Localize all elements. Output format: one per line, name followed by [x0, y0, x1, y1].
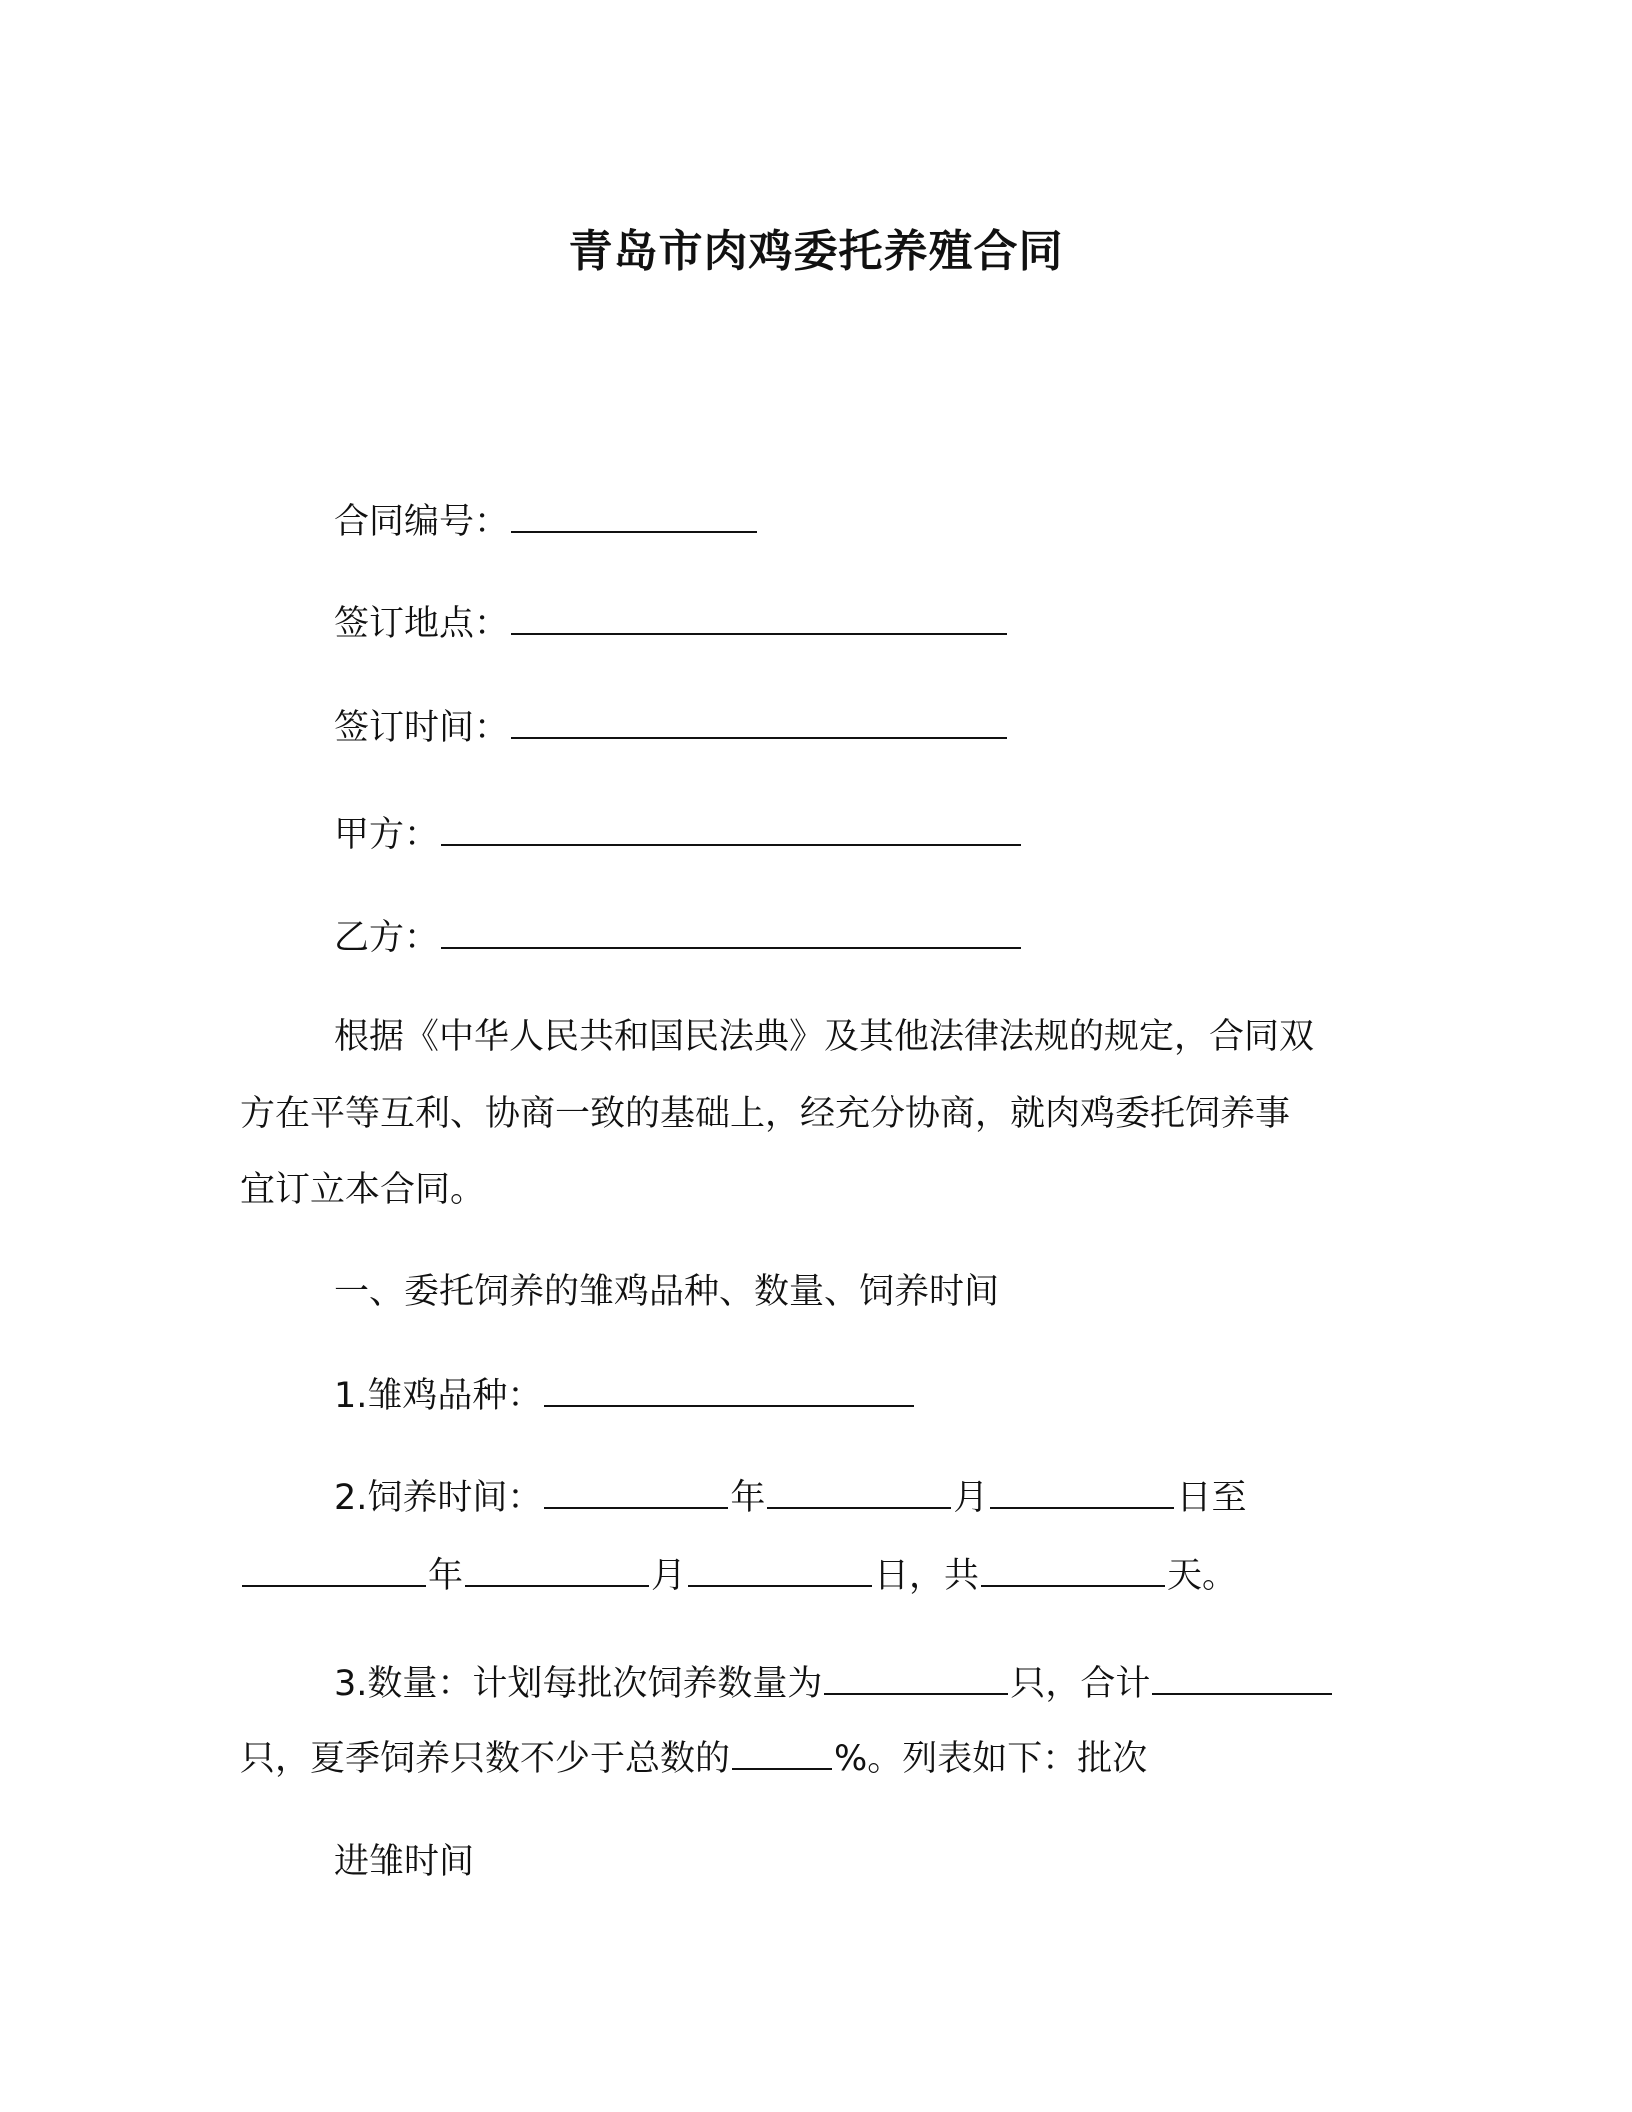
start-day-blank[interactable] — [990, 1477, 1174, 1509]
section-1-heading: 一、委托饲养的雏鸡品种、数量、饲养时间 — [334, 1272, 1000, 1312]
party-b-row — [334, 914, 1023, 962]
quantity-row-1 — [334, 1660, 1334, 1708]
preamble-line-1: 根据《中华人民共和国民法典》及其他法律法规的规定，合同双 — [334, 1017, 1315, 1057]
month-text: 月 — [651, 1556, 687, 1596]
quantity-label: 3.数量：计划每批次饲养数量为 — [334, 1664, 823, 1704]
period-row-1 — [334, 1474, 1246, 1522]
summer-ratio-blank[interactable] — [732, 1738, 832, 1770]
breed-label: 1.雏鸡品种： — [334, 1376, 543, 1416]
sign-place-blank[interactable] — [511, 603, 1007, 635]
breed-blank[interactable] — [544, 1375, 914, 1407]
contract-number-row — [334, 498, 759, 546]
start-year-blank[interactable] — [544, 1477, 728, 1509]
sign-place-row — [334, 600, 1009, 648]
unit-total-text: 只，合计 — [1010, 1664, 1151, 1704]
table-intro-text: %。列表如下：批次 — [834, 1739, 1148, 1779]
period-row-2 — [240, 1552, 1237, 1600]
year-text: 年 — [428, 1556, 464, 1596]
document-title: 青岛市肉鸡委托养殖合同 — [568, 226, 1064, 277]
day-to-text: 日至 — [1176, 1478, 1247, 1518]
sign-time-label: 签订时间： — [334, 708, 510, 748]
party-a-blank[interactable] — [441, 814, 1021, 846]
summer-ratio-text: 只，夏季饲养只数不少于总数的 — [240, 1739, 731, 1779]
party-b-blank[interactable] — [441, 917, 1021, 949]
party-b-label: 乙方： — [334, 918, 440, 958]
total-days-blank[interactable] — [981, 1555, 1165, 1587]
day-total-text: 日，共 — [874, 1556, 980, 1596]
quantity-row-2 — [240, 1735, 1147, 1783]
sign-time-blank[interactable] — [511, 707, 1007, 739]
end-month-blank[interactable] — [465, 1555, 649, 1587]
contract-number-blank[interactable] — [511, 501, 757, 533]
period-label: 2.饲养时间： — [334, 1478, 543, 1518]
end-day-blank[interactable] — [688, 1555, 872, 1587]
party-a-row — [334, 811, 1023, 859]
month-text: 月 — [953, 1478, 989, 1518]
contract-number-label: 合同编号： — [334, 502, 510, 542]
party-a-label: 甲方： — [334, 815, 440, 855]
total-quantity-blank[interactable] — [1152, 1663, 1332, 1695]
year-text: 年 — [730, 1478, 766, 1518]
end-year-blank[interactable] — [242, 1555, 426, 1587]
breed-row — [334, 1372, 916, 1420]
batch-quantity-blank[interactable] — [824, 1663, 1008, 1695]
preamble-line-2: 方在平等互利、协商一致的基础上，经充分协商，就肉鸡委托饲养事 — [240, 1094, 1291, 1134]
column-label-chick-time: 进雏时间 — [334, 1842, 475, 1882]
days-end-text: 天。 — [1167, 1556, 1238, 1596]
preamble-line-3: 宜订立本合同。 — [240, 1170, 486, 1210]
sign-time-row — [334, 704, 1009, 752]
sign-place-label: 签订地点： — [334, 604, 510, 644]
start-month-blank[interactable] — [767, 1477, 951, 1509]
